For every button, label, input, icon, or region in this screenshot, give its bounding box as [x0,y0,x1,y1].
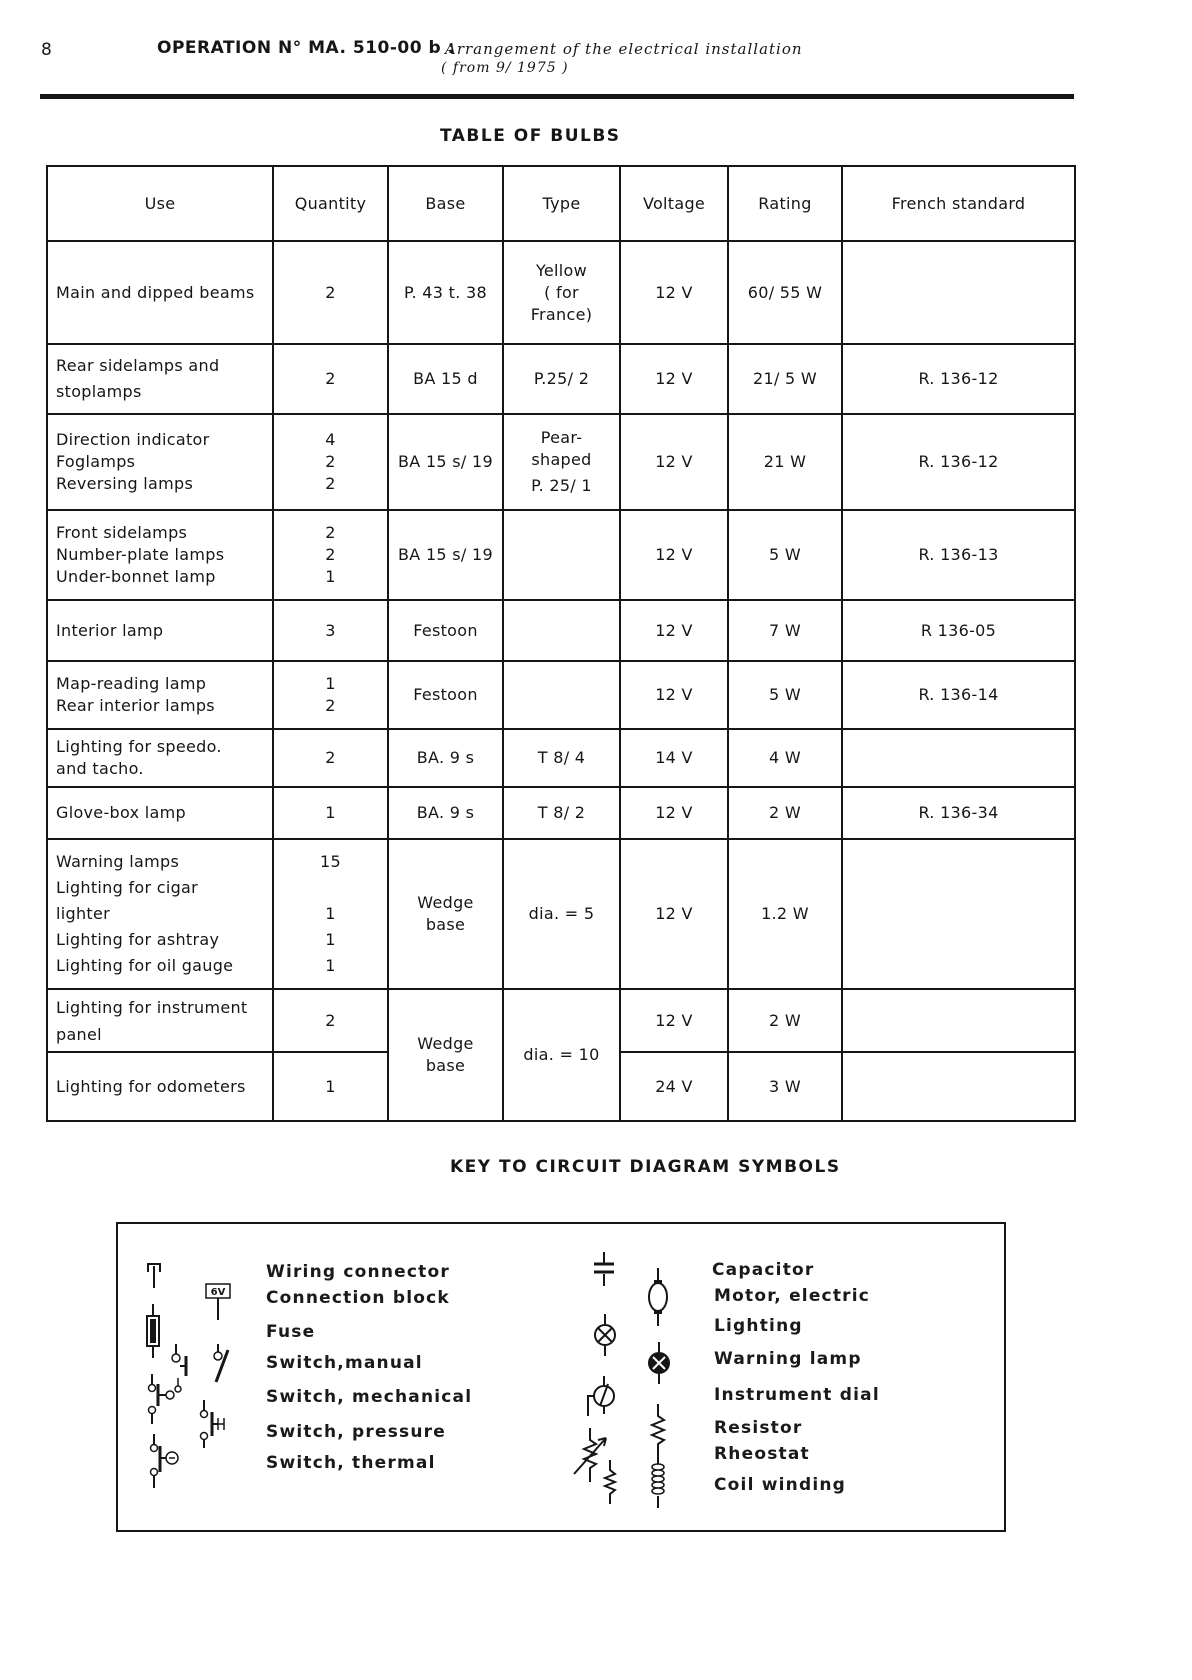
cell-use [47,600,273,661]
header-quantity: Quantity [273,166,388,241]
cell-base: Wedge base [388,839,503,989]
cell-standard: R 136-05 [842,600,1075,661]
table-title: TABLE OF BULBS [440,126,621,146]
use-line: Number-plate lamps [56,545,225,564]
quantity-line: 2 [325,696,336,715]
cell-quantity [273,1052,388,1121]
key-label-switch-thermal: Switch, thermal [266,1453,436,1473]
switch-mechanical-icon [148,1374,188,1424]
quantity-line: 2 [325,452,336,471]
cell-type: dia. = 10 [503,989,620,1121]
table-row [47,661,1075,729]
bulbs-table [46,165,1076,1122]
quantity-line: 1 [325,567,336,586]
quantity-line [282,875,379,901]
quantity-line: 1 [325,803,336,822]
cell-quantity [273,414,388,510]
quantity-line: 2 [325,523,336,542]
cell-base: BA 15 s/ 19 [388,414,503,510]
symbol-key-box [116,1222,1006,1532]
cell-quantity [273,989,388,1052]
key-label-instrument-dial: Instrument dial [714,1385,880,1405]
cell-quantity [273,241,388,344]
header-rule [40,94,1074,99]
key-label-capacitor: Capacitor [712,1260,815,1280]
use-line: Foglamps [56,452,136,471]
quantity-line: 4 [325,430,336,449]
cell-standard [842,1052,1075,1121]
quantity-line: 1 [325,904,336,923]
cell-type [503,600,620,661]
header-voltage: Voltage [620,166,728,241]
quantity-line: 1 [325,956,336,975]
key-label-motor-electric: Motor, electric [714,1286,871,1306]
table-row [47,600,1075,661]
cell-type [503,344,620,414]
quantity-line: 2 [325,474,336,493]
header-rating: Rating [728,166,842,241]
cell-use [47,1052,273,1121]
cell-rating: 5 W [728,510,842,600]
cell-base: Festoon [388,600,503,661]
key-label-switch-pressure: Switch, pressure [266,1422,446,1442]
cell-use [47,414,273,510]
quantity-line: 1 [325,1076,336,1096]
key-label-rheostat: Rheostat [714,1444,810,1464]
cell-standard [842,839,1075,989]
wiring-connector-icon [144,1260,164,1290]
cell-voltage: 12 V [620,839,728,989]
cell-standard [842,241,1075,344]
cell-standard: R. 136-12 [842,344,1075,414]
quantity-line: 2 [325,282,336,302]
cell-rating: 2 W [728,989,842,1052]
use-line: Glove-box lamp [56,803,186,822]
use-line: Warning lamps [56,852,180,871]
key-label-wiring-connector: Wiring connector [266,1262,450,1282]
cell-standard [842,989,1075,1052]
cell-base: Festoon [388,661,503,729]
key-label-switch-manual: Switch,manual [266,1353,423,1373]
quantity-line: 2 [325,748,336,767]
quantity-line: 2 [325,369,336,388]
header-use: Use [47,166,273,241]
header-french-standard: French standard [842,166,1075,241]
cell-voltage: 12 V [620,414,728,510]
table-row [47,839,1075,989]
key-label-connection-block: Connection block [266,1288,450,1308]
switch-thermal-icon [150,1434,190,1490]
key-label-resistor: Resistor [714,1418,803,1438]
cell-rating: 1.2 W [728,839,842,989]
use-line: Reversing lamps [56,474,194,493]
lighting-icon [592,1314,618,1358]
cell-type [503,510,620,600]
cell-use [47,729,273,787]
resistor-small-icon [600,1460,620,1504]
cell-type: dia. = 5 [503,839,620,989]
cell-type [503,661,620,729]
operation-date-range: ( from 9/ 1975 ) [441,60,569,76]
coil-winding-icon [646,1450,670,1510]
cell-type: T 8/ 4 [503,729,620,787]
warning-lamp-icon [646,1342,672,1386]
use-line: Lighting for speedo. [56,737,222,756]
use-line: Front sidelamps [56,523,188,542]
cell-quantity [273,787,388,839]
key-title: KEY TO CIRCUIT DIAGRAM SYMBOLS [450,1157,841,1177]
instrument-dial-icon [578,1374,622,1420]
table-row [47,510,1075,600]
cell-rating: 21/ 5 W [728,344,842,414]
header-base: Base [388,166,503,241]
cell-rating: 60/ 55 W [728,241,842,344]
cell-rating: 3 W [728,1052,842,1121]
use-line: Rear interior lamps [56,696,215,715]
cell-quantity [273,600,388,661]
type-line: Pear-shaped [531,428,592,469]
key-label-fuse: Fuse [266,1322,316,1342]
key-label-switch-mechanical: Switch, mechanical [266,1387,473,1407]
table-header-row [47,166,1075,241]
quantity-line: 1 [325,674,336,693]
cell-base: BA. 9 s [388,787,503,839]
use-line: Rear sidelamps and [56,356,220,375]
fuse-icon [142,1304,164,1360]
cell-voltage: 14 V [620,729,728,787]
table-row [47,344,1075,414]
key-label-coil-winding: Coil winding [714,1475,847,1495]
cell-voltage: 12 V [620,787,728,839]
use-line: Lighting for cigar [56,878,199,897]
use-line: Lighting for instrument [56,997,248,1017]
use-line: Lighting for odometers [56,1076,246,1096]
cell-use [47,344,273,414]
connection-block-icon [204,1282,232,1322]
connection-block-mark: 6V [210,1287,226,1298]
key-label-lighting: Lighting [714,1316,803,1336]
cell-type: T 8/ 2 [503,787,620,839]
cell-voltage: 12 V [620,344,728,414]
type-line: P.25/ 2 [533,369,590,388]
table-row [47,414,1075,510]
type-line: Yellow [535,260,588,280]
cell-voltage: 12 V [620,989,728,1052]
cell-base: P. 43 t. 38 [388,241,503,344]
switch-pressure-icon [200,1400,236,1450]
cell-rating: 7 W [728,600,842,661]
quantity-line: 3 [325,620,336,640]
page-number: 8 [41,40,52,60]
use-line: Under-bonnet lamp [56,567,216,586]
cell-voltage: 12 V [620,661,728,729]
cell-standard: R. 136-12 [842,414,1075,510]
operation-description: Arrangement of the electrical installation [445,40,803,58]
use-line: lighter [56,904,110,923]
cell-rating: 4 W [728,729,842,787]
quantity-line: 2 [325,545,336,564]
cell-use [47,661,273,729]
cell-quantity [273,661,388,729]
cell-base: BA 15 d [388,344,503,414]
quantity-line: 2 [325,1010,336,1030]
cell-quantity [273,510,388,600]
quantity-line: 15 [320,852,341,871]
quantity-line: 1 [325,930,336,949]
cell-voltage: 12 V [620,600,728,661]
cell-use [47,787,273,839]
cell-use [47,989,273,1052]
motor-electric-icon [646,1268,670,1328]
use-line: Interior lamp [56,620,164,640]
table-row [47,241,1075,344]
use-line: panel [56,1024,102,1044]
cell-quantity [273,839,388,989]
use-line: Main and dipped beams [56,282,255,302]
cell-standard [842,729,1075,787]
cell-type [503,241,620,344]
cell-use [47,241,273,344]
cell-voltage: 12 V [620,510,728,600]
use-line: Lighting for ashtray [56,930,220,949]
use-line: Map-reading lamp [56,674,207,693]
cell-standard: R. 136-14 [842,661,1075,729]
cell-use [47,839,273,989]
table-row [47,729,1075,787]
use-line: stoplamps [56,382,142,401]
header-type: Type [503,166,620,241]
cell-rating: 21 W [728,414,842,510]
operation-number: OPERATION N° MA. 510-00 b : [157,38,455,58]
use-line: Direction indicator [56,430,210,449]
cell-standard: R. 136-34 [842,787,1075,839]
cell-voltage: 12 V [620,241,728,344]
cell-use [47,510,273,600]
type-line: ( for France) [530,282,593,324]
capacitor-icon [592,1252,616,1288]
use-line: Lighting for oil gauge [56,956,234,975]
cell-rating: 2 W [728,787,842,839]
cell-base: Wedge base [388,989,503,1121]
cell-base: BA 15 s/ 19 [388,510,503,600]
table-row [47,787,1075,839]
cell-rating: 5 W [728,661,842,729]
cell-type [503,414,620,510]
key-label-warning-lamp: Warning lamp [714,1349,862,1369]
use-line: and tacho. [56,759,144,778]
cell-quantity [273,344,388,414]
cell-voltage: 24 V [620,1052,728,1121]
table-row [47,989,1075,1052]
cell-quantity [273,729,388,787]
type-line: P. 25/ 1 [531,476,592,495]
cell-base: BA. 9 s [388,729,503,787]
cell-standard: R. 136-13 [842,510,1075,600]
